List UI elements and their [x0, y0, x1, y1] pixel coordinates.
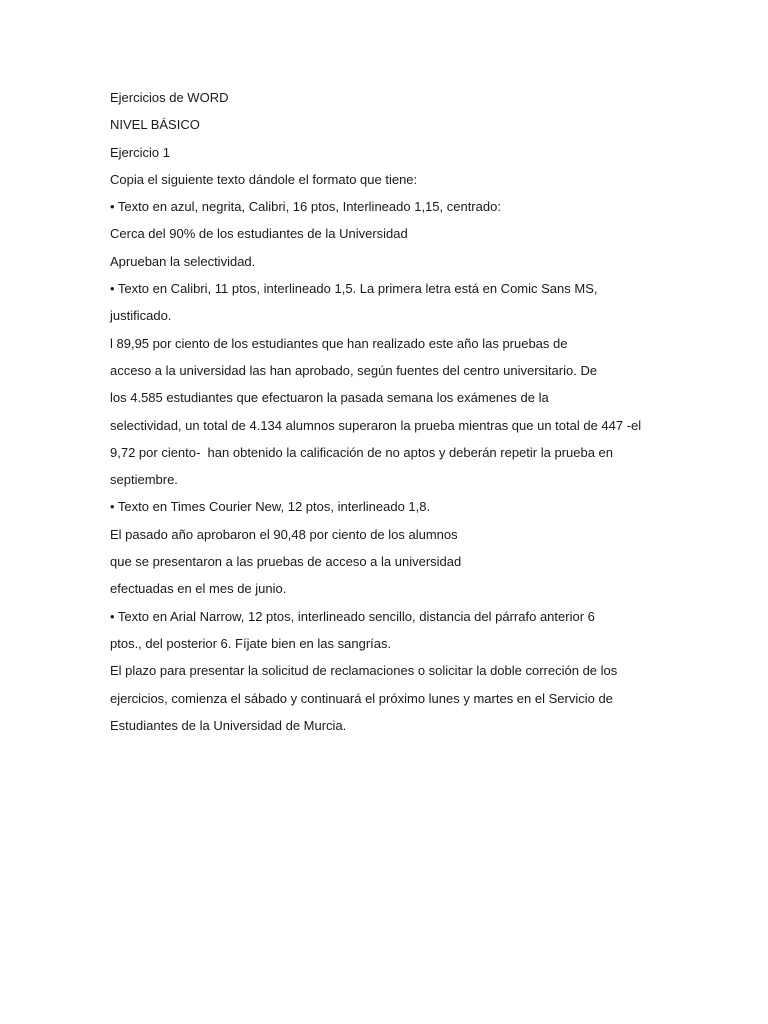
sample-text-line: ejercicios, comienza el sábado y continuará el próximo lunes y martes en el Servicio de — [110, 690, 613, 706]
bullet-format-4: • Texto en Arial Narrow, 12 ptos, interlineado sencillo, distancia del párrafo anterior 6 — [110, 608, 595, 624]
bullet-format-1: • Texto en azul, negrita, Calibri, 16 ptos, Interlineado 1,15, centrado: — [110, 199, 501, 215]
bullet-format-4-cont: ptos., del posterior 6. Fíjate bien en las sangrías. — [110, 635, 392, 651]
sample-text-line: Estudiantes de la Universidad de Murcia. — [110, 717, 347, 733]
document-body — [110, 84, 670, 739]
sample-text-line: Aprueban la selectividad. — [110, 253, 256, 269]
sample-text-line: selectividad, un total de 4.134 alumnos superaron la prueba mientras que un total de 447 -el — [110, 417, 642, 433]
sample-text-line: El plazo para presentar la solicitud de reclamaciones o solicitar la doble correción de los — [110, 663, 618, 679]
sample-text-line: Cerca del 90% de los estudiantes de la Universidad — [110, 226, 408, 242]
bullet-format-3: • Texto en Times Courier New, 12 ptos, interlineado 1,8. — [110, 499, 431, 515]
sample-text-line: 9,72 por ciento- han obtenido la calificación de no aptos y deberán repetir la prueba en — [110, 444, 614, 460]
bullet-format-2-cont: justificado. — [110, 308, 172, 324]
sample-text-line: septiembre. — [110, 472, 178, 488]
instruction-line: Copia el siguiente texto dándole el formato que tiene: — [110, 171, 418, 187]
level-heading: NIVEL BÁSICO — [110, 117, 200, 133]
sample-text-line: efectuadas en el mes de junio. — [110, 581, 287, 597]
sample-text-line: El pasado año aprobaron el 90,48 por ciento de los alumnos — [110, 526, 458, 542]
doc-title: Ejercicios de WORD — [110, 90, 229, 105]
exercise-heading: Ejercicio 1 — [110, 144, 170, 160]
sample-text-line: los 4.585 estudiantes que efectuaron la pasada semana los exámenes de la — [110, 390, 549, 406]
sample-text-line: l 89,95 por ciento de los estudiantes que han realizado este año las pruebas de — [110, 335, 568, 351]
bullet-format-2: • Texto en Calibri, 11 ptos, interlineado 1,5. La primera letra está en Comic Sans MS, — [110, 281, 598, 297]
sample-text-line: acceso a la universidad las han aprobado, según fuentes del centro universitario. De — [110, 362, 598, 378]
sample-text-line: que se presentaron a las pruebas de acceso a la universidad — [110, 554, 462, 570]
